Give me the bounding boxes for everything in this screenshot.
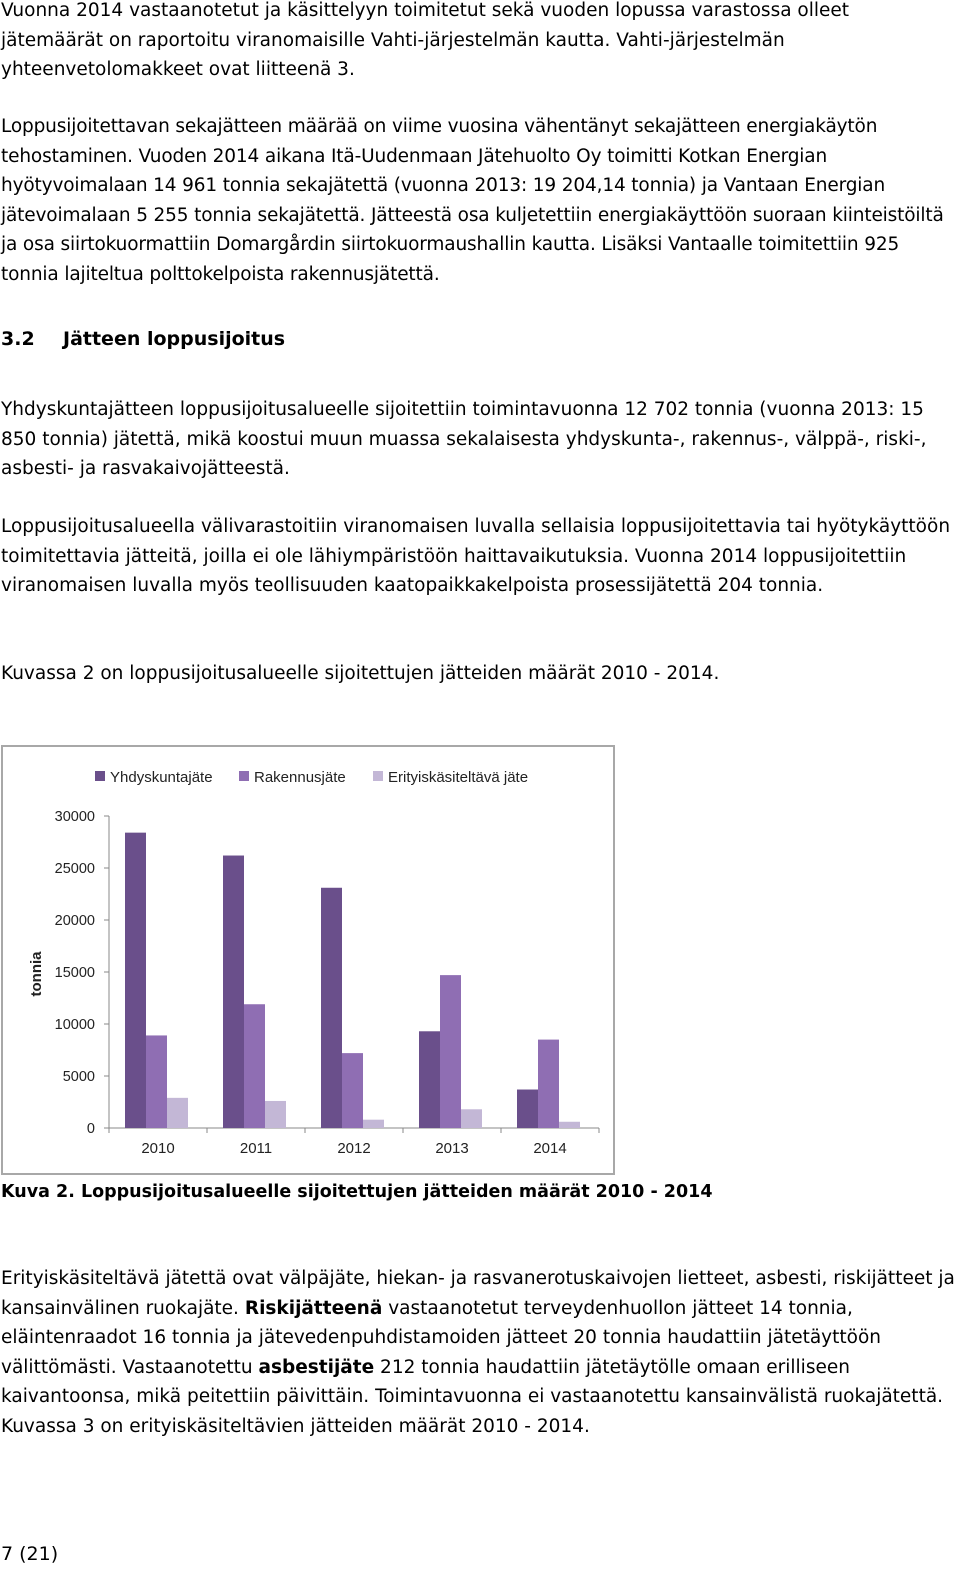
legend-swatch bbox=[95, 771, 105, 781]
figure-caption bbox=[1, 1179, 713, 1205]
y-tick-label: 5000 bbox=[62, 1069, 95, 1085]
y-tick-label: 10000 bbox=[54, 1017, 95, 1033]
interim-storage-text: Loppusijoitusalueella välivarastoitiin viranomaisen luvalla sellaisia loppusijoitettavia tai hyötykäyttöön toimitettavia jätteitä, joilla ei ole lähiympäristöön haittavaikutuksia. Vuonna 2014 loppusijoitettiin viranomaisen luvalla myös teollisuuden kaatopaikkakelpoista prosessijätettä 204 tonnia. bbox=[1, 516, 951, 596]
legend-label: Rakennusjäte bbox=[254, 769, 346, 786]
landfill-paragraph bbox=[1, 395, 956, 484]
figure-reference-text: Kuvassa 2 on loppusijoitusalueelle sijoitettujen jätteiden määrät 2010 - 2014. bbox=[1, 663, 720, 684]
legend-label: Yhdyskuntajäte bbox=[110, 769, 213, 786]
bar bbox=[538, 1040, 559, 1128]
section-heading bbox=[1, 325, 285, 353]
x-tick-label: 2010 bbox=[141, 1140, 175, 1157]
legend-swatch bbox=[239, 771, 249, 781]
y-tick-label: 20000 bbox=[54, 913, 95, 929]
intro-text: Vuonna 2014 vastaanotetut ja käsittelyyn toimitetut sekä vuoden lopussa varastossa olleet jätemäärät on raportoitu viranomaisille Vahti-järjestelmän kautta. Vahti-järjestelmän yhteenvetolomakkeet ovat liitteenä 3. bbox=[1, 0, 850, 80]
landfill-text: Yhdyskuntajätteen loppusijoitusalueelle sijoitettiin toimintavuonna 12 702 tonnia (vuonna 2013: 15 850 tonnia) jätettä, mikä koostui muun muassa sekalaisesta yhdyskunta-, rakennus-, välppä-, riski-, asbesti- ja rasvakaivojätteestä. bbox=[1, 399, 927, 479]
bar bbox=[167, 1098, 188, 1128]
special-waste-bold-risk: Riskijätteenä bbox=[244, 1297, 383, 1319]
x-tick-label: 2012 bbox=[337, 1140, 371, 1157]
bar bbox=[223, 856, 244, 1128]
landfill-chart bbox=[1, 745, 615, 1175]
y-tick-label: 0 bbox=[86, 1121, 95, 1137]
bar bbox=[244, 1004, 265, 1128]
bar bbox=[125, 833, 146, 1128]
energy-use-paragraph bbox=[1, 112, 956, 289]
section-title: Jätteen loppusijoitus bbox=[63, 328, 286, 350]
y-tick-label: 15000 bbox=[54, 965, 95, 981]
intro-paragraph bbox=[1, 0, 956, 85]
interim-storage-paragraph bbox=[1, 512, 956, 601]
page-number: 7 (21) bbox=[1, 1543, 59, 1565]
special-waste-text-c: vastaanotetut terveydenhuollon jätteet 14 tonnia, eläintenraadot 16 tonnia ja jätevedenpuhdistamoiden jätteet 20 tonnia haudattiin jätetäyttöön välittömästi. Vastaanotettu bbox=[1, 1297, 881, 1378]
bar bbox=[517, 1090, 538, 1128]
special-waste-paragraph bbox=[1, 1264, 956, 1441]
bar bbox=[363, 1120, 384, 1128]
special-waste-text-e: 212 tonnia haudattiin jätetäytölle omaan erilliseen kaivantoonsa, mikä peitettiin päivittäin. Toimintavuonna ei vastaanotettu kansainvälistä ruokajätettä. Kuvassa 3 on erityiskäsiteltävien jätteiden määrät 2010 - 2014. bbox=[1, 1356, 944, 1437]
bar bbox=[342, 1053, 363, 1128]
bar bbox=[265, 1101, 286, 1128]
special-waste-bold-asbestos: asbestijäte bbox=[258, 1356, 375, 1378]
bar bbox=[419, 1031, 440, 1128]
y-tick-label: 25000 bbox=[54, 861, 95, 877]
x-tick-label: 2011 bbox=[239, 1140, 273, 1157]
y-axis-label: tonnia bbox=[28, 951, 45, 997]
section-number: 3.2 bbox=[1, 328, 35, 350]
bar bbox=[321, 888, 342, 1128]
legend-swatch bbox=[373, 771, 383, 781]
caption-text: Loppusijoitusalueelle sijoitettujen jätteiden määrät 2010 - 2014 bbox=[74, 1182, 713, 1202]
energy-use-text: Loppusijoitettavan sekajätteen määrää on viime vuosina vähentänyt sekajätteen energiakäytön tehostaminen. Vuoden 2014 aikana Itä-Uudenmaan Jätehuolto Oy toimitti Kotkan Energian hyötyvoimalaan 14 961 tonnia sekajätettä (vuonna 2013: 19 204,14 tonnia) ja Vantaan Energian jätevoimalaan 5 255 tonnia sekajätettä. Jätteestä osa kuljetettiin energiakäyttöön suoraan kiinteistöiltä ja osa siirtokuormattiin Domargårdin siirtokuormaushallin kautta. Lisäksi Vantaalle toimitettiin 925 tonnia lajiteltua polttokelpoista rakennusjätettä. bbox=[1, 116, 944, 285]
bar bbox=[440, 975, 461, 1128]
bar bbox=[461, 1109, 482, 1128]
bar bbox=[559, 1122, 580, 1128]
x-tick-label: 2013 bbox=[435, 1140, 469, 1157]
chart-canvas bbox=[3, 747, 613, 1173]
x-tick-label: 2014 bbox=[533, 1140, 567, 1157]
special-waste-text-a: Erityiskäsiteltävä jätettä ovat välpäjäte, hiekan- ja rasvanerotuskaivojen lietteet, asbesti, riskijätteet ja kansainvälinen ruokajäte. bbox=[1, 1268, 955, 1319]
bar bbox=[146, 1035, 167, 1128]
caption-label: Kuva 2. bbox=[1, 1182, 75, 1202]
figure-reference-paragraph bbox=[1, 659, 956, 689]
y-tick-label: 30000 bbox=[54, 809, 95, 825]
legend-label: Erityiskäsiteltävä jäte bbox=[388, 769, 529, 786]
